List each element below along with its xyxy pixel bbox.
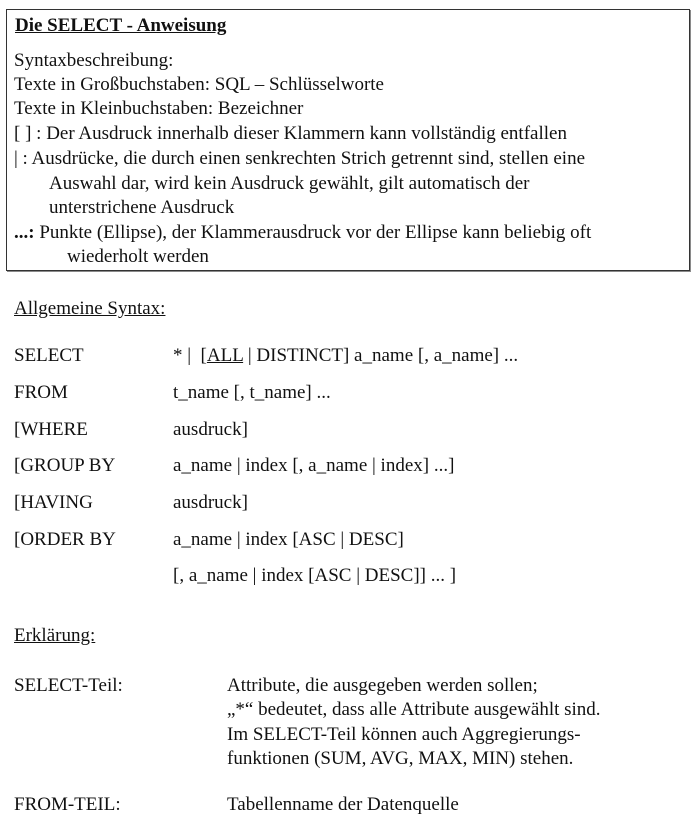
- box-line-text: Der Ausdruck innerhalb dieser Klammern kann vollständig entfallen: [41, 123, 567, 144]
- box-line-text: unterstrichene Ausdruck: [49, 197, 235, 218]
- syntax-value: [, a_name | index [ASC | DESC]] ... ]: [173, 565, 457, 586]
- syntax-value: [173, 345, 518, 367]
- box-line-text: Texte in Großbuchstaben: SQL – Schlüsselworte: [14, 74, 384, 95]
- syntax-keyword: [HAVING: [14, 492, 93, 513]
- box-line-syntax-description: [14, 50, 173, 72]
- box-title: Die SELECT - Anweisung: [15, 15, 227, 36]
- syntax-value: ausdruck]: [173, 492, 248, 513]
- syntax-description-box: [6, 9, 690, 271]
- box-line-prefix: ...:: [14, 222, 35, 243]
- box-line-uppercase: [14, 74, 384, 96]
- box-line-text: Punkte (Ellipse), der Klammerausdruck vor der Ellipse kann beliebig oft: [34, 222, 592, 243]
- box-line-text: Ausdrücke, die durch einen senkrechten Strich getrennt sind, stellen eine: [27, 148, 586, 169]
- box-line-pipe: [14, 148, 585, 170]
- box-line-prefix: | :: [14, 148, 28, 169]
- syntax-keyword: FROM: [14, 382, 68, 403]
- box-line-lowercase: [14, 98, 303, 120]
- box-line-ellipsis: [14, 222, 591, 244]
- syntax-value-pre: * | [: [173, 345, 207, 366]
- syntax-heading: Allgemeine Syntax:: [14, 298, 166, 319]
- syntax-keyword: [ORDER BY: [14, 529, 116, 550]
- syntax-keyword: [WHERE: [14, 419, 88, 440]
- explanation-line: Im SELECT-Teil können auch Aggregierungs-: [227, 724, 581, 745]
- syntax-keyword: [GROUP BY: [14, 455, 116, 476]
- explanation-line: funktionen (SUM, AVG, MAX, MIN) stehen.: [227, 748, 574, 769]
- box-line-pipe-cont-2: [49, 197, 234, 219]
- box-line-brackets: [14, 123, 567, 145]
- syntax-value: t_name [, t_name] ...: [173, 382, 331, 403]
- box-line-text: Syntaxbeschreibung:: [14, 50, 174, 71]
- syntax-value: ausdruck]: [173, 419, 248, 440]
- syntax-value-post: | DISTINCT] a_name [, a_name] ...: [243, 345, 519, 366]
- box-line-prefix: [ ] :: [14, 123, 42, 144]
- box-line-ellipsis-cont: [67, 246, 209, 268]
- explanation-key: SELECT-Teil:: [14, 675, 123, 696]
- syntax-value: a_name | index [ASC | DESC]: [173, 529, 404, 550]
- explanation-line: „*“ bedeutet, dass alle Attribute ausgewählt sind.: [227, 699, 601, 720]
- explanation-key: FROM-TEIL:: [14, 794, 121, 815]
- box-line-text: wiederholt werden: [67, 246, 209, 267]
- syntax-default-all: ALL: [206, 345, 244, 366]
- syntax-keyword: SELECT: [14, 345, 84, 366]
- explanation-line: Attribute, die ausgegeben werden sollen;: [227, 675, 538, 696]
- explanation-heading: Erklärung:: [14, 625, 96, 646]
- box-line-text: Texte in Kleinbuchstaben: Bezeichner: [14, 98, 304, 119]
- box-line-text: Auswahl dar, wird kein Ausdruck gewählt, gilt automatisch der: [49, 173, 530, 194]
- syntax-value: a_name | index [, a_name | index] ...]: [173, 455, 455, 476]
- explanation-line: Tabellenname der Datenquelle: [227, 794, 459, 815]
- box-line-pipe-cont-1: [49, 173, 529, 195]
